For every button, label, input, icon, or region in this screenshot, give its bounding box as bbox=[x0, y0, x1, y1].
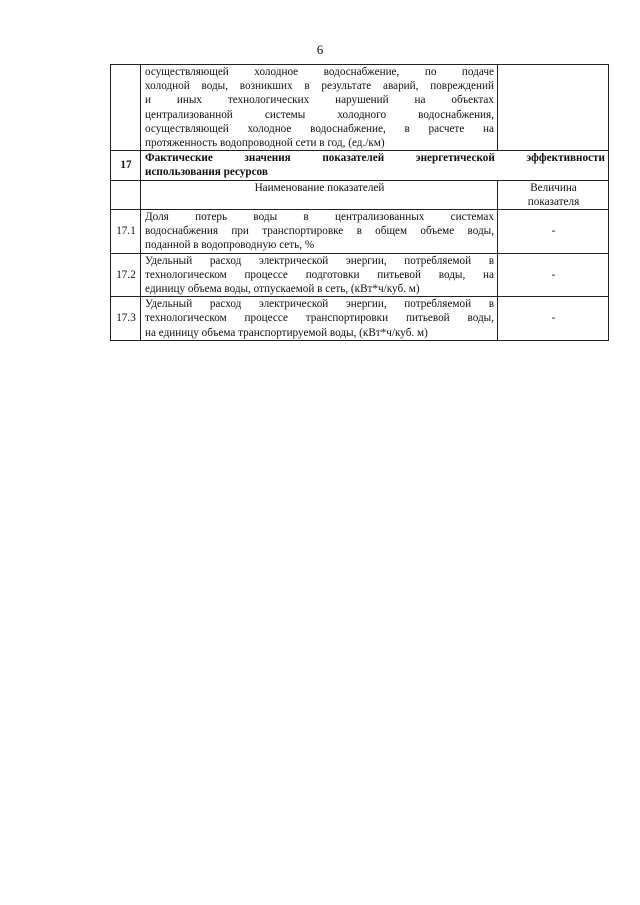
section-title-word: эффективности bbox=[526, 152, 605, 165]
row-number: 17.1 bbox=[111, 210, 141, 254]
section-title bbox=[141, 151, 609, 180]
description-line: Удельный расход электрической энергии, потребляемой в bbox=[145, 254, 494, 267]
description-line: технологическом процессе транспортировки питьевой воды, bbox=[145, 312, 494, 325]
description-line: и иных технологических нарушений на объектах bbox=[145, 94, 494, 107]
row-value: - bbox=[498, 297, 609, 341]
header-value-column bbox=[498, 180, 609, 209]
description-line: осуществляющей холодное водоснабжение, по подаче bbox=[145, 66, 494, 78]
description-line: водоснабжения при транспортировке в общем объеме воды, bbox=[145, 225, 494, 238]
section-title-line2: использования ресурсов bbox=[145, 166, 268, 179]
page-number: 6 bbox=[316, 42, 324, 57]
table-row bbox=[111, 297, 609, 341]
header-value-line: показателя bbox=[527, 195, 580, 208]
description-line: поданной в водопроводную сеть, % bbox=[145, 239, 315, 252]
row-value bbox=[498, 65, 609, 151]
row-description bbox=[141, 65, 498, 151]
section-title-line1 bbox=[145, 151, 605, 165]
description-line: технологическом процессе подготовки питьевой воды, на bbox=[145, 268, 494, 281]
section-number: 17 bbox=[111, 151, 141, 180]
table-row bbox=[111, 253, 609, 297]
row-number-cell bbox=[111, 65, 141, 151]
section-title-word: значения bbox=[244, 152, 291, 165]
section-title-word: Фактические bbox=[145, 152, 213, 165]
section-heading-row bbox=[111, 151, 609, 180]
row-description bbox=[141, 297, 498, 341]
row-number: 17.2 bbox=[111, 253, 141, 297]
section-title-word: энергетической bbox=[415, 152, 495, 165]
description-line: на единицу объема транспортируемой воды, (кВт*ч/куб. м) bbox=[145, 326, 428, 339]
row-description bbox=[141, 253, 498, 297]
header-value-line: Величина bbox=[530, 181, 577, 194]
row-description bbox=[141, 210, 498, 254]
description-line: единицу объема воды, отпускаемой в сеть, (кВт*ч/куб. м) bbox=[145, 283, 420, 296]
header-number-cell bbox=[111, 180, 141, 209]
row-value: - bbox=[498, 210, 609, 254]
description-line: централизованной системы холодного водоснабжения, bbox=[145, 108, 494, 121]
description-line: Доля потерь воды в централизованных системах bbox=[145, 211, 494, 224]
description-line: холодной воды, возникших в результате аварий, повреждений bbox=[145, 80, 494, 93]
description-line: протяженность водопроводной сети в год, (ед./км) bbox=[145, 137, 385, 150]
row-value: - bbox=[498, 253, 609, 297]
row-number: 17.3 bbox=[111, 297, 141, 341]
description-line: Удельный расход электрической энергии, потребляемой в bbox=[145, 298, 494, 311]
indicators-table bbox=[110, 64, 609, 341]
description-line: осуществляющей холодное водоснабжение, в расчете на bbox=[145, 122, 494, 135]
column-header-row bbox=[111, 180, 609, 209]
table-row-continuation bbox=[111, 65, 609, 151]
header-name-column: Наименование показателей bbox=[141, 180, 498, 209]
section-title-word: показателей bbox=[322, 152, 385, 165]
table-row bbox=[111, 210, 609, 254]
